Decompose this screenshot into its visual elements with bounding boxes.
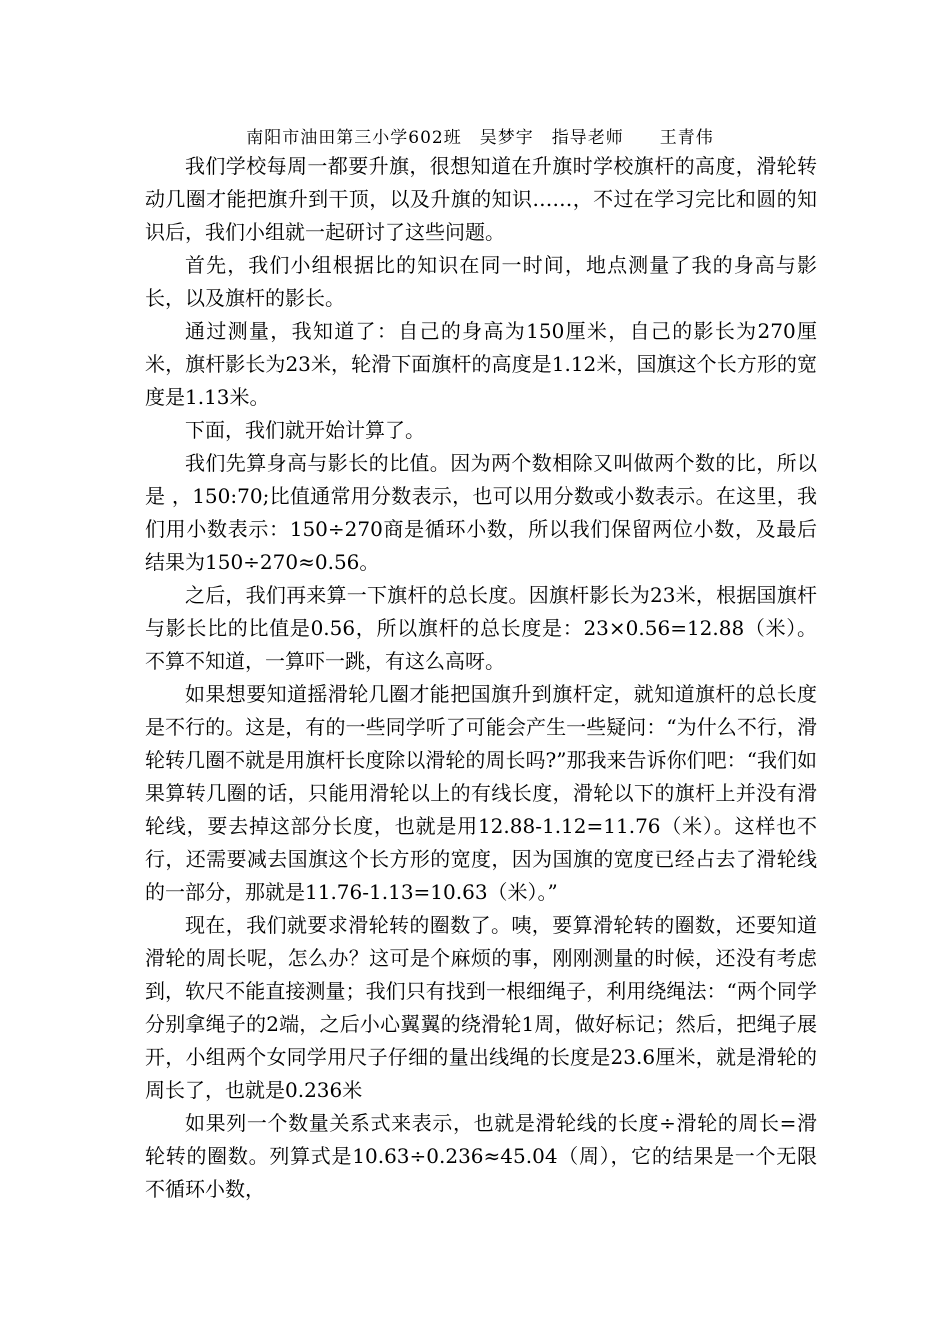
paragraph: 首先，我们小组根据比的知识在同一时间，地点测量了我的身高与影长，以及旗杆的影长。 [145,253,817,310]
paragraph: 通过测量，我知道了：自己的身高为150厘米，自己的影长为270厘米，旗杆影长为23米，轮滑下面旗杆的高度是1.12米，国旗这个长方形的宽度是1.13米。 [145,319,817,409]
article-body [145,150,817,1206]
paragraph: 如果列一个数量关系式来表示，也就是滑轮线的长度÷滑轮的周长=滑轮转的圈数。列算式是10.63÷0.236≈45.04（周），它的结果是一个无限不循环小数， [145,1111,817,1201]
paragraph: 我们学校每周一都要升旗，很想知道在升旗时学校旗杆的高度，滑轮转动几圈才能把旗升到干顶，以及升旗的知识……，不过在学习完比和圆的知识后，我们小组就一起研讨了这些问题。 [145,154,817,244]
paragraph: 下面，我们就开始计算了。 [185,418,425,442]
paragraph: 我们先算身高与影长的比值。因为两个数相除又叫做两个数的比，所以是 ，150:70;比值通常用分数表示，也可以用分数或小数表示。在这里，我们用小数表示：150÷270商是循环小数，所以我们保留两位小数，及最后结果为150÷270≈0.56。 [145,451,817,574]
paragraph: 现在，我们就要求滑轮转的圈数了。咦，要算滑轮转的圈数，还要知道滑轮的周长呢，怎么办？这可是个麻烦的事，刚刚测量的时候，还没有考虑到，软尺不能直接测量；我们只有找到一根细绳子，利用绕绳法：“两个同学分别拿绳子的2端，之后小心翼翼的绕滑轮1周，做好标记；然后，把绳子展开，小组两个女同学用尺子仔细的量出线绳的长度是23.6厘米，就是滑轮的周长了，也就是0.236米 [145,913,817,1102]
author-byline: 南阳市油田第三小学602班 吴梦宇 指导老师 王青伟 [246,128,714,148]
paragraph: 如果想要知道摇滑轮几圈才能把国旗升到旗杆定，就知道旗杆的总长度是不行的。这是，有的一些同学听了可能会产生一些疑问：“为什么不行，滑轮转几圈不就是用旗杆长度除以滑轮的周长吗?”那我来告诉你们吧：“我们如果算转几圈的话，只能用滑轮以上的有线长度，滑轮以下的旗杆上并没有滑轮线，要去掉这部分长度，也就是用12.88-1.12=11.76（米）。这样也不行，还需要减去国旗这个长方形的宽度，因为国旗的宽度已经占去了滑轮线的一部分，那就是11.76-1.13=10.63（米）。” [145,682,817,904]
paragraph: 之后，我们再来算一下旗杆的总长度。因旗杆影长为23米，根据国旗杆与影长比的比值是0.56，所以旗杆的总长度是：23×0.56=12.88（米）。不算不知道，一算吓一跳，有这么高呀。 [145,583,817,673]
